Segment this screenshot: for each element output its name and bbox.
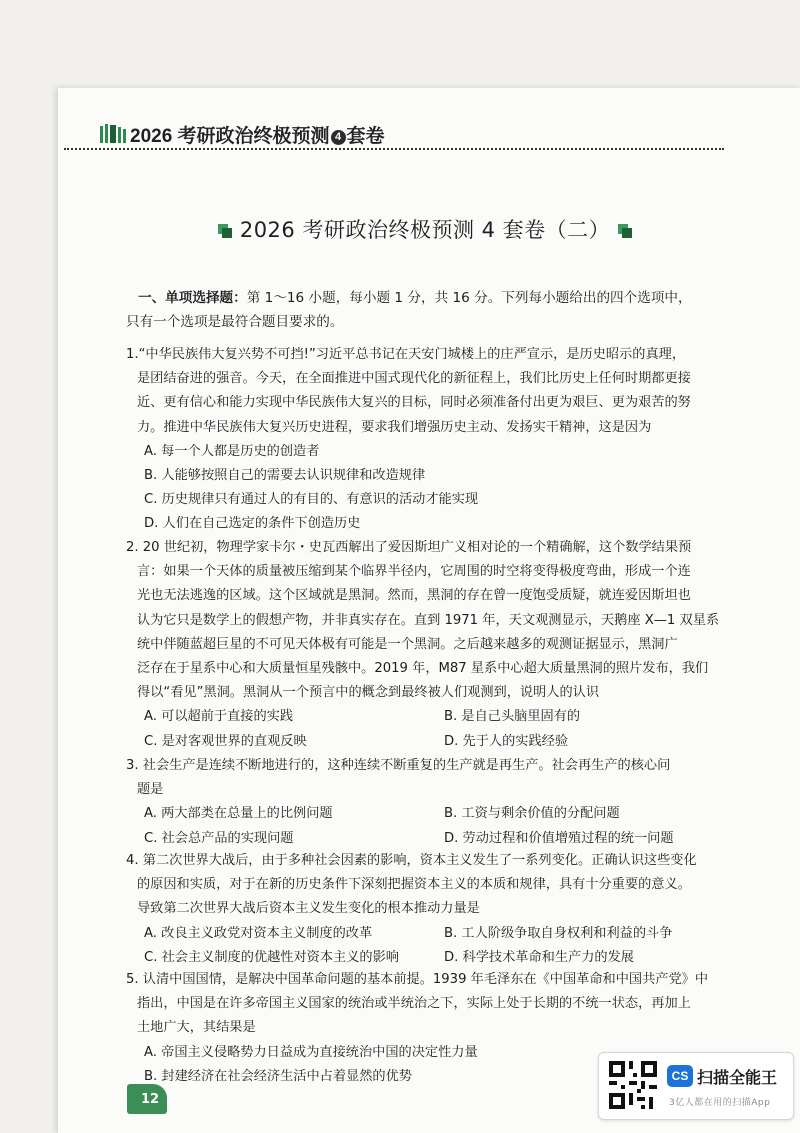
title-right-square-icon [618,224,632,238]
question-stem-line: 是团结奋进的强音。今天，在全面推进中国式现代化的新征程上，我们比历史上任何时期都更接 [137,371,691,387]
question-stem-line: 4. 第二次世界大战后，由于多种社会因素的影响，资本主义发生了一系列变化。正确认识这些变化 [126,853,697,868]
scanner-watermark [598,1052,794,1120]
option-c: C. 是对客观世界的直观反映 [144,733,307,749]
question-2 [126,536,726,754]
option-b: B. 封建经济在社会经济生活中占着显然的优势 [144,1068,412,1084]
option-d: D. 劳动过程和价值增殖过程的统一问题 [444,830,674,846]
qr-code-icon [609,1061,657,1109]
option-b: B. 工资与剩余价值的分配问题 [444,806,620,822]
section-instructions: 一、单项选择题：第 1～16 小题，每小题 1 分，共 16 分。下列每小题给出的四个选项中， 只有一个选项是最符合题目要求的。 [126,290,692,331]
option-d: D. 科学技术革命和生产力的发展 [444,949,634,965]
option-a: A. 两大部类在总量上的比例问题 [144,806,333,822]
option-b: B. 是自己头脑里固有的 [444,709,581,725]
question-stem-line: 统中伴随蓝超巨星的不可见天体极有可能是一个黑洞。之后越来越多的观测证据显示，黑洞广 [137,636,678,652]
book-logo-icon [100,124,126,144]
question-stem-line: 指出，中国是在许多帝国主义国家的统治或半统治之下，实际上处于长期的不统一状态，再加上 [137,996,691,1012]
question-stem-line: 力。推进中华民族伟大复兴历史进程，要求我们增强历史主动、发扬实干精神，这是因为 [137,419,652,435]
option-a: A. 帝国主义侵略势力日益成为直接统治中国的决定性力量 [144,1044,478,1060]
question-1 [126,343,726,537]
question-4 [126,849,726,970]
paper-title-row [0,214,800,244]
camscanner-logo-icon: CS [667,1065,693,1087]
option-d: D. 先于人的实践经验 [444,733,569,749]
option-c: C. 社会主义制度的优越性对资本主义的影响 [144,949,399,965]
header-divider [64,148,724,150]
paper-title: 2026 考研政治终极预测 4 套卷（二） [239,218,611,242]
option-a: A. 可以超前于直接的实践 [144,709,294,725]
question-stem-line: 得以“看见”黑洞。黑洞从一个预言中的概念到最终被人们观测到，说明人的认识 [137,685,600,701]
question-stem-line: 的原因和实质，对于在新的历史条件下深刻把握资本主义的本质和规律，具有十分重要的意义。 [137,877,691,893]
question-stem-line: 言：如果一个天体的质量被压缩到某个临界半径内，它周围的时空将变得极度弯曲，形成一个连 [137,564,691,580]
page-number: 12 [127,1084,167,1114]
question-stem-line: 3. 社会生产是连续不断地进行的，这种连续不断重复的生产就是再生产。社会再生产的核心问 [126,758,671,773]
question-stem-line: 土地广大，其结果是 [137,1020,256,1036]
question-stem-line: 5. 认清中国国情，是解决中国革命问题的基本前提。1939 年毛泽东在《中国革命和中国共产党》中 [126,972,709,987]
option-b: B. 人能够按照自己的需要去认识规律和改造规律 [144,467,426,483]
question-stem-line: 1.“中华民族伟大复兴势不可挡!”习近平总书记在天安门城楼上的庄严宣示，是历史昭示的真理， [126,347,686,362]
question-stem-line: 泛存在于星系中心和大质量恒星残骸中。2019 年，M87 星系中心超大质量黑洞的照片发布，我们 [137,660,709,676]
option-a: A. 改良主义政党对资本主义制度的改革 [144,925,373,941]
option-c: C. 历史规律只有通过人的有目的、有意识的活动才能实现 [144,492,479,508]
option-a: A. 每一个人都是历史的创造者 [144,443,320,459]
circled-number: 4 [331,130,346,145]
option-c: C. 社会总产品的实现问题 [144,830,294,846]
question-stem-line: 近、更有信心和能力实现中华民族伟大复兴的目标，同时必须准备付出更为艰巨、更为艰苦的努 [137,395,691,411]
option-b: B. 工人阶级争取自身权利和利益的斗争 [444,925,673,941]
question-stem-line: 光也无法逃逸的区域。这个区域就是黑洞。然而，黑洞的存在曾一度饱受质疑，就连爱因斯坦也 [137,588,691,604]
question-stem-line: 题是 [137,782,164,798]
question-stem-line: 导致第二次世界大战后资本主义发生变化的根本推动力量是 [137,901,480,917]
running-header-title: 2026 考研政治终极预测 4 套卷 [130,126,385,147]
watermark-slogan: 3亿人都在用的扫描App [669,1098,771,1108]
section-label: 一、单项选择题： [138,290,247,306]
question-stem-line: 认为它只是数学上的假想产物，并非真实存在。直到 1971 年，天文观测显示，天鹅座 X—1 双星系 [137,612,720,628]
question-stem-line: 2. 20 世纪初，物理学家卡尔・史瓦西解出了爱因斯坦广义相对论的一个精确解，这个数学结果预 [126,540,692,555]
question-3 [126,754,726,851]
watermark-app-name: 扫描全能王 [697,1068,778,1087]
title-left-square-icon [218,224,232,238]
option-d: D. 人们在自己选定的条件下创造历史 [144,516,361,532]
